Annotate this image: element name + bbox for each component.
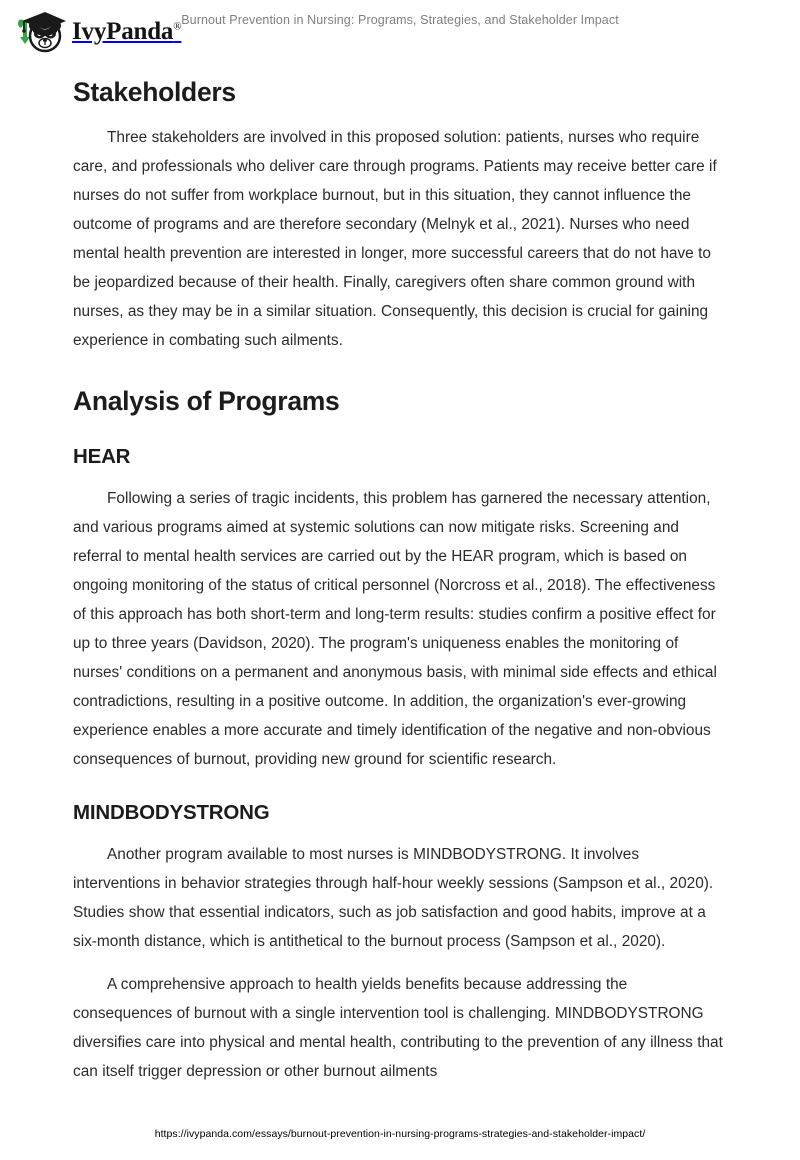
paragraph-stakeholders-1: Three stakeholders are involved in this proposed solution: patients, nurses who require care, and professionals who deliver care through programs. Patients may receive better care if nurses do not suffer from workplace burnout, but in this situation, they cannot influence the outcome of programs and are therefore secondary (Melnyk et al., 2021). Nurses who need mental health prevention are interested in longer, more successful careers that do not have to be jeopardized because of their health. Finally, caregivers often share common ground with nurses, as they may be in a similar situation. Consequently, this decision is crucial for gaining experience in combating such ailments. — [73, 129, 717, 350]
footer-source-url[interactable]: https://ivypanda.com/essays/burnout-prevention-in-nursing-programs-strategies-and-stakeholder-impact/ — [154, 1128, 646, 1140]
heading-hear: HEAR — [73, 445, 131, 469]
page-header — [0, 0, 800, 62]
page-footer — [0, 1124, 800, 1142]
paragraph-mindbodystrong-2: A comprehensive approach to health yields benefits because addressing the consequences of burnout with a single intervention tool is challenging. MINDBODYSTRONG diversifies care into physical and mental health, contributing to the prevention of any illness that can itself trigger depression or other burnout ailments — [73, 975, 723, 1080]
document-title-header: Burnout Prevention in Nursing: Programs, Strategies, and Stakeholder Impact — [181, 13, 619, 27]
brand-name-text: IvyPanda — [72, 17, 174, 45]
heading-stakeholders: Stakeholders — [73, 77, 236, 107]
heading-analysis-of-programs: Analysis of Programs — [73, 386, 340, 417]
paragraph-mindbodystrong-1: Another program available to most nurses is MINDBODYSTRONG. It involves interventions in behavior strategies through half-hour weekly sessions (Sampson et al., 2020). Studies show that essential indicators, such as job satisfaction and good habits, improve at a six-month distance, which is antithetical to the burnout process (Sampson et al., 2020). — [73, 845, 714, 950]
heading-mindbodystrong: MINDBODYSTRONG — [73, 800, 270, 824]
paragraph-hear-1: Following a series of tragic incidents, this problem has garnered the necessary attention, and various programs aimed at systemic solutions can now mitigate risks. Screening and referral to mental health services are carried out by the HEAR program, which is based on ongoing monitoring of the status of critical personnel (Norcross et al., 2018). The effectiveness of this approach has both short-term and long-term results: studies confirm a positive effect for up to three years (Davidson, 2020). The program's uniqueness enables the monitoring of nurses' conditions on a permanent and anonymous basis, with minimal side effects and ethical contradictions, resulting in a positive outcome. In addition, the organization's ever-growing experience enables a more accurate and timely identification of the negative and non-obvious consequences of burnout, providing new ground for scientific research. — [73, 489, 717, 768]
registered-trademark-mark: ® — [173, 20, 182, 33]
document-content — [73, 70, 727, 1086]
